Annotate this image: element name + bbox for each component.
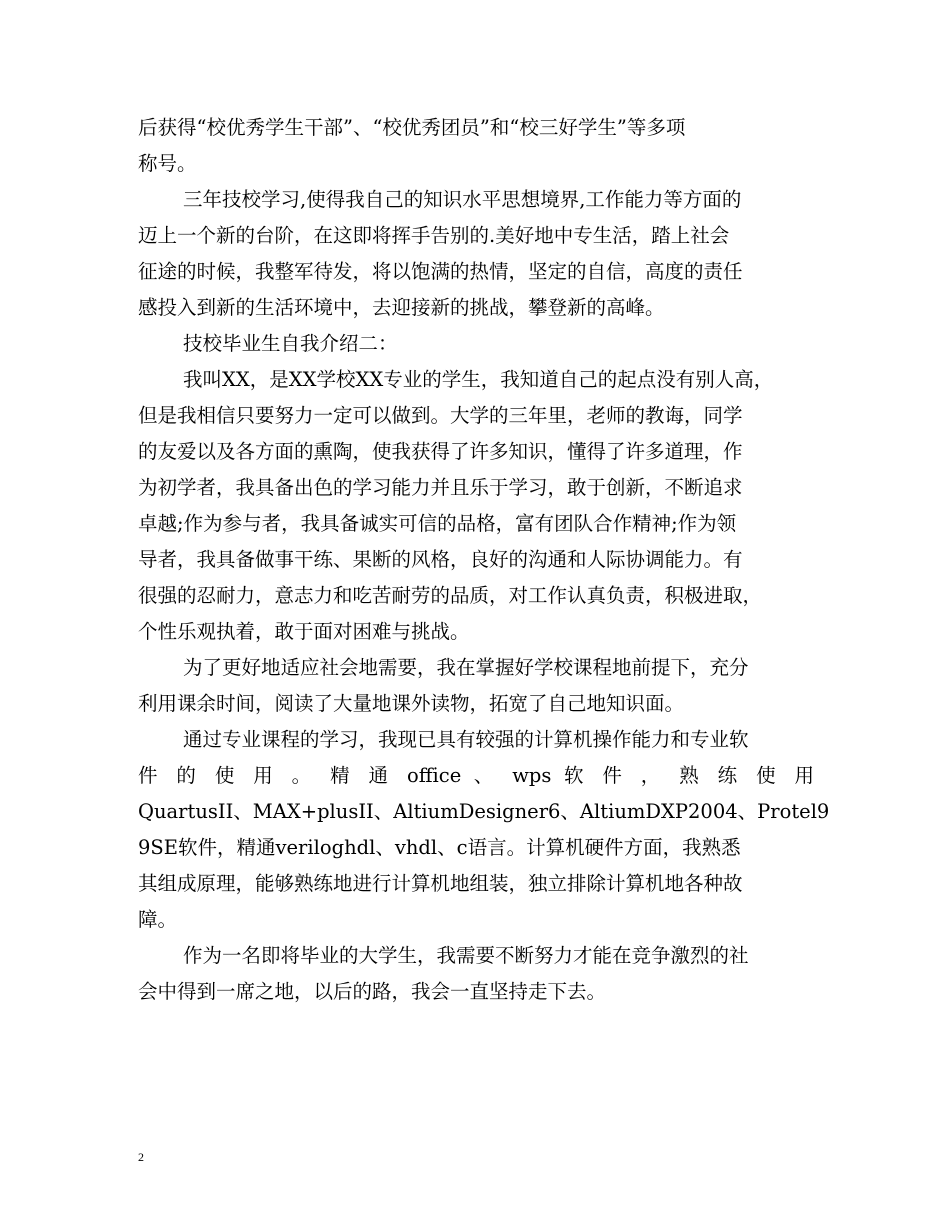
text-line: 通过专业课程的学习，我现已具有较强的计算机操作能力和专业软 [183, 728, 749, 751]
text-line: 为了更好地适应社会地需要，我在掌握好学校课程地前提下，充分 [183, 656, 749, 679]
text-line: QuartusII、MAX+plusII、AltiumDesigner6、AltiumDXP2004、Protel9 [138, 800, 830, 823]
text-line: 三年技校学习,使得我自己的知识水平思想境界,工作能力等方面的 [183, 188, 742, 211]
text-line: 个性乐观执着，敢于面对困难与挑战。 [138, 620, 470, 643]
text-line: 很强的忍耐力，意志力和吃苦耐劳的品质，对工作认真负责，积极进取， [138, 584, 763, 607]
text-line: 征途的时候，我整军待发，将以饱满的热情，坚定的自信，高度的责任 [138, 260, 743, 283]
text-line: 称号。 [138, 152, 197, 175]
text-line: 迈上一个新的台阶，在这即将挥手告别的.美好地中专生活，踏上社会 [138, 224, 730, 247]
text-line: 但是我相信只要努力一定可以做到。大学的三年里，老师的教诲，同学 [138, 404, 743, 427]
section-heading: 技校毕业生自我介绍二： [183, 332, 398, 355]
text-line: 9SE软件，精通veriloghdl、vhdl、c语言。计算机硬件方面，我熟悉 [138, 836, 741, 859]
text-line: 障。 [138, 908, 178, 931]
text-line: 作为一名即将毕业的大学生，我需要不断努力才能在竞争激烈的社 [183, 944, 749, 967]
text-line: 利用课余时间，阅读了大量地课外读物，拓宽了自己地知识面。 [138, 692, 685, 715]
text-line: 我叫XX，是XX学校XX专业的学生，我知道自己的起点没有别人高， [183, 368, 774, 391]
text-line: 为初学者，我具备出色的学习能力并且乐于学习，敢于创新，不断追求 [138, 476, 743, 499]
text-line: 件 的 使 用 。 精 通 office 、 wps 软 件 ， 熟 练 使 用 [138, 764, 814, 787]
text-line: 导者，我具备做事干练、果断的风格，良好的沟通和人际协调能力。有 [138, 548, 743, 571]
text-line: 的友爱以及各方面的熏陶，使我获得了许多知识，懂得了许多道理，作 [138, 440, 743, 463]
text-line: 其组成原理，能够熟练地进行计算机地组装，独立排除计算机地各种故 [138, 872, 743, 895]
text-line: 会中得到一席之地，以后的路，我会一直坚持走下去。 [138, 980, 607, 1003]
text-line: 卓越;作为参与者，我具备诚实可信的品格，富有团队合作精神;作为领 [138, 512, 737, 535]
text-line: 感投入到新的生活环境中，去迎接新的挑战，攀登新的高峰。 [138, 296, 665, 319]
text-line: 后获得“校优秀学生干部”、“校优秀团员”和“校三好学生”等多项 [138, 116, 686, 139]
page-number: 2 [138, 1150, 144, 1164]
